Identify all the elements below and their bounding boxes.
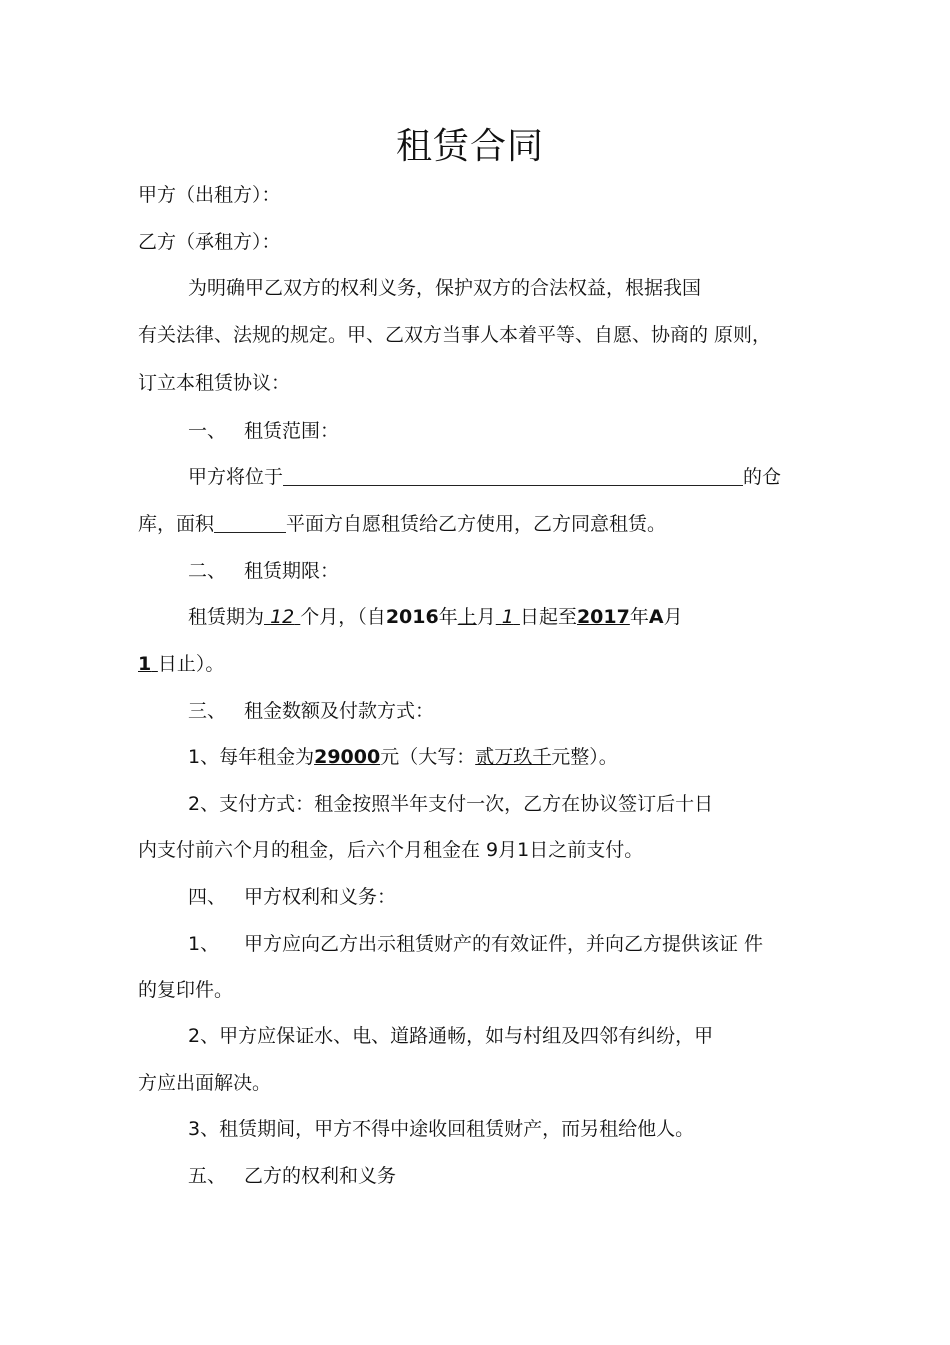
section-3-item-2-line-1: 2、支付方式：租金按照半年支付一次，乙方在协议签订后十日 xyxy=(188,793,714,815)
text: 租赁期为 xyxy=(188,606,265,628)
text: 1、每年租金为 xyxy=(188,746,315,768)
party-b-line: 乙方（承租方）： xyxy=(138,231,281,253)
start-day-value xyxy=(496,606,520,628)
section-4-item-1-line-1 xyxy=(188,931,763,957)
text: 年 xyxy=(629,606,649,628)
section-3-item-2-line-2: 内支付前六个月的租金，后六个月租金在 9月1日之前支付。 xyxy=(138,839,644,861)
section-4-heading xyxy=(188,884,396,910)
section-number: 二、 xyxy=(188,560,227,582)
text: 月 xyxy=(663,606,683,628)
section-5-heading xyxy=(188,1163,396,1189)
text: 甲方应向乙方出示租赁财产的有效证件，并向乙方提供该证 件 xyxy=(244,933,764,955)
text: 库，面积 xyxy=(138,513,215,535)
party-a-line: 甲方（出租方）： xyxy=(138,184,281,206)
text: 日止）。 xyxy=(157,653,225,675)
text: 日起至 xyxy=(519,606,577,628)
start-day: 1 xyxy=(501,606,514,628)
item-number: 1、 xyxy=(188,933,220,955)
area-blank xyxy=(214,512,286,533)
document-title: 租赁合同 xyxy=(395,126,544,167)
section-3-heading xyxy=(188,698,434,724)
section-1-line-2 xyxy=(138,511,666,537)
end-day: 1 xyxy=(138,653,152,675)
section-title: 租金数额及付款方式： xyxy=(244,700,435,722)
end-year: 2017 xyxy=(576,606,630,628)
start-year: 2016 xyxy=(385,606,439,628)
section-1-line-1 xyxy=(188,464,781,490)
text: 年 xyxy=(438,606,458,628)
section-number: 一、 xyxy=(188,420,227,442)
section-title: 租赁范围： xyxy=(244,420,340,442)
intro-line-1: 为明确甲乙双方的权利义务，保护双方的合法权益，根据我国 xyxy=(188,277,702,299)
section-2-term-line xyxy=(188,604,683,630)
section-1-heading xyxy=(188,418,339,444)
section-title: 甲方权利和义务： xyxy=(244,886,397,908)
section-number: 四、 xyxy=(188,886,227,908)
section-3-item-1 xyxy=(188,744,618,770)
intro-line-3: 订立本租赁协议： xyxy=(138,372,291,394)
rent-amount: 29000 xyxy=(314,746,381,768)
end-month: A xyxy=(648,606,664,628)
text: 平面方自愿租赁给乙方使用，乙方同意租赁。 xyxy=(286,513,667,535)
section-title: 乙方的权利和义务 xyxy=(244,1165,397,1187)
text: 的仓 xyxy=(743,466,782,488)
text: 元（大写： xyxy=(380,746,476,768)
intro-line-2: 有关法律、法规的规定。甲、乙双方当事人本着平等、自愿、协商的 原则， xyxy=(138,324,772,346)
text: 甲方将位于 xyxy=(188,466,284,488)
text: 元整）。 xyxy=(551,746,618,768)
months-value xyxy=(264,606,300,628)
text: 个月，（自 xyxy=(300,606,386,628)
section-number: 三、 xyxy=(188,700,227,722)
section-4-item-3: 3、租赁期间，甲方不得中途收回租赁财产，而另租给他人。 xyxy=(188,1118,695,1140)
section-4-item-2-line-2: 方应出面解决。 xyxy=(138,1072,272,1094)
section-number: 五、 xyxy=(188,1165,227,1187)
location-blank xyxy=(283,465,743,486)
end-day-value xyxy=(138,653,158,675)
rent-amount-words: 贰万玖千 xyxy=(475,746,552,768)
text: 月 xyxy=(476,606,496,628)
section-4-item-2-line-1: 2、甲方应保证水、电、道路通畅，如与村组及四邻有纠纷，甲 xyxy=(188,1025,714,1047)
section-title: 租赁期限： xyxy=(244,560,340,582)
section-2-term-line-2 xyxy=(138,651,224,677)
section-4-item-1-line-2: 的复印件。 xyxy=(138,979,234,1001)
start-month: 上 xyxy=(457,606,477,628)
months-number: 12 xyxy=(270,606,295,628)
section-2-heading xyxy=(188,558,339,584)
